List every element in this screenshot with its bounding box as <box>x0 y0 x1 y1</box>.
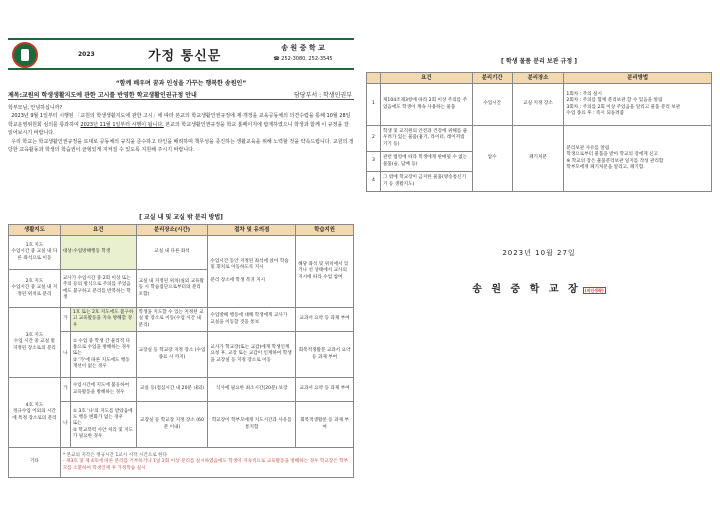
sub-tag: 나 <box>60 402 70 448</box>
table-row <box>9 378 354 402</box>
period: 수업시간 <box>472 84 512 126</box>
learning-support: 교과서 요약 등 과제 부여 <box>296 308 354 332</box>
learning-support: 해당 좌석 및 위치에서 있거나 선 상태에서 교사의 지시에 따라 수업 참여 <box>296 236 354 308</box>
note-line: * 본교의 지각은 정규시간 1교시 시작 시간으로 한다 <box>62 453 168 459</box>
principal-signature <box>366 280 712 295</box>
location: 교실 내 다른 좌석 <box>136 236 208 270</box>
procedure: 교사가 학교장(또는 교감)에게 학생인계 요청 후, 교장 또는 교감이 인계하여 학생을 교장실 등 지정 장소로 이동 <box>208 332 296 378</box>
body-text <box>8 104 354 154</box>
requirement: 교사가 수업시간 중 2회 이상 또는 주의 등의 방식으로 주의를 주었음에도 불구하고 분리를 반복하는 학생 <box>60 270 136 308</box>
seal-omitted: (직인생략) <box>584 288 604 293</box>
location: 교실 등(점심시간 내 20분 내외) <box>136 378 208 402</box>
row-number: 4 <box>367 172 381 192</box>
table-header: 분리기간 <box>472 73 512 84</box>
row-number: 2 <box>367 126 381 152</box>
school-slogan: “함께 배우며 꿈과 인성을 가꾸는 행복한 송원인” <box>115 80 247 87</box>
right-section-title: [ 학생 물품 분리 보관 규정 ] <box>501 58 577 65</box>
left-section-title: [ 교실 내 및 교실 밖 분리 방법] <box>139 214 223 221</box>
newsletter-left-half <box>8 38 354 504</box>
subject-label: 제목: <box>8 92 22 99</box>
newsletter-year: 2023 <box>78 51 95 58</box>
paragraph-2: 우리 학교는 학교생활인권규정을 토대로 공동체의 규칙을 준수하고 타인을 배려하며 책무성을 증진하는 생활교육을 위해 노력할 것을 약속드립니다. 교원의 정당한 교육활동과 학생의 학습권이 균형있게 지켜질 수 있도록 지원해 주시기 바랍니다. <box>8 138 354 154</box>
requirement: 대상:수업방해행동 학생 <box>60 236 136 270</box>
procedure: 학교장이 학부모에게 지도시간과 사유를 통지함 <box>208 402 296 448</box>
effective-date-text: 2023년 11월 1일부터 시행이 됩니다. <box>80 121 164 128</box>
school-emblem-icon <box>12 42 38 68</box>
notes <box>60 448 353 478</box>
principal-name: 송 원 중 학 교 장 <box>472 284 581 295</box>
learning-support: 회복적생활문 등 과제 부여 <box>296 402 354 448</box>
table-header: 요건 <box>60 225 136 236</box>
guidance-level: 3호 지도 수업 시간 중 교실 밖 지정된 장소로의 분리 <box>9 308 61 378</box>
table-header: 절차 및 유의점 <box>208 225 296 236</box>
table-row <box>9 448 354 478</box>
table-header: 생활지도 <box>9 225 61 236</box>
table-row <box>9 236 354 270</box>
procedure: 수업방해 행동에 대해 학생에게 교사가 교실을 이동할 것을 통보 <box>208 308 296 332</box>
learning-support: 회복적생활문 교과서 요약 등 과제 부여 <box>296 332 354 378</box>
table-row <box>9 402 354 448</box>
requirement: ① 3호 '나'의 지도를 받았음에도 행동 변화가 없는 경우 또는 ② 학교폭력 사안 처리 및 지도가 필요한 경우 <box>70 402 136 448</box>
procedure: 식사에 필요한 최소시간(20분) 보장 <box>208 378 296 402</box>
table-row <box>367 84 712 126</box>
table-header-row <box>9 225 354 236</box>
table-row <box>367 126 712 152</box>
learning-support: 교과서 요약 등 과제 부여 <box>296 378 354 402</box>
location: 교실 내 지정된 위치(실외 교육활동 시 학습집단으로부터의 분리 포함) <box>136 270 208 308</box>
requirement: 학생 및 교직원의 안전과 건강에 위해를 줄 우려가 있는 물품(흉기, 라이터, 레이저빔 기기 등) <box>380 126 472 152</box>
school-phone: ☎ 252-3080, 252-3545 <box>273 56 333 62</box>
table-header <box>367 73 381 84</box>
requirement: 수업시간에 지도에 불응하여 교육활동을 방해하는 경우 <box>70 378 136 402</box>
separation-method-table <box>8 224 354 478</box>
department: 담당부서 : 학생인권부 <box>293 92 352 99</box>
greeting: 학부모님, 안녕하십니까? <box>8 105 63 111</box>
issue-date: 2023년 10월 27일 <box>502 249 576 257</box>
sub-tag: 가 <box>60 378 70 402</box>
note-line: - 제3호 및 제 4호에 따른 분리를 거부하거나 1일 2회 이상 분리를 실시하였음에도 학생이 지속적으로 교육활동을 방해하는 경우 학교장은 학부모를 소환하여 학생인계 후 가정학습 실시 <box>62 459 349 471</box>
place: 교실 지정 장소 <box>512 84 564 126</box>
school-info <box>254 43 352 62</box>
newsletter-right-half <box>366 56 712 192</box>
guidance-level: 4호 지도 정규수업 이외의 시간에 특정 장소로의 분리 <box>9 378 61 448</box>
sub-tag: 가 <box>60 308 70 332</box>
requirement: 관련 법령에 따라 학생에게 판매될 수 없는 물품(술, 담배 등) <box>380 152 472 172</box>
period: 압수 <box>472 126 512 192</box>
row-number: 1 <box>367 84 381 126</box>
table-header-row <box>367 73 712 84</box>
table-header: 분리장소(시간) <box>136 225 208 236</box>
row-number: 3 <box>367 152 381 172</box>
table-header: 분리장소 <box>512 73 564 84</box>
requirement: 그 밖에 학교장이 금지한 물품(방송통신기기 등 생활지도) <box>380 172 472 192</box>
location: 교장실 등 학교장 지정 장소 (수업 종료 시 까지) <box>136 332 208 378</box>
guidance-level: 2호 지도 수업시간 중 교실 내 지정된 위치로 분리 <box>9 270 61 308</box>
item-storage-table <box>366 72 712 192</box>
subject-text: 교원의 학생생활지도에 관한 고시를 반영한 학교생활인권규정 안내 <box>22 92 197 99</box>
table-header: 학습지원 <box>296 225 354 236</box>
location: 학생을 지도할 수 있는 지정된 교실 밖 장소로 이동(수업 시간 내 분리) <box>136 308 208 332</box>
guidance-level: 1호 지도 수업시간 중 교실 내 다른 좌석으로 이동 <box>9 236 61 270</box>
newsletter-header <box>8 38 354 70</box>
requirement: 제104조제3항에 따라 2회 이상 주의를 주었음에도 학생이 계속 사용하는 물품 <box>380 84 472 126</box>
note-label: 기타 <box>9 448 61 478</box>
location: 교장실 등 학교장 지정 장소 (60분 이내) <box>136 402 208 448</box>
table-header: 분리방법 <box>564 73 712 84</box>
requirement: ① 수업 중 학생 간 물리적 다툼으로 수업을 방해하는 경우 또는 ② '가'에 따른 지도에도 행동 개선이 없는 경우 <box>70 332 136 378</box>
subject-line <box>8 90 354 100</box>
method: 분리보관 사유를 알림 학생으로부터 물품을 받아 학교의 장에게 신고 ※ 학교의 장은 물품분리보관 일지를 작성 관리함 학부모에게 폐기처분을 알리고, 폐기함. <box>564 126 712 192</box>
school-name: 송 원 중 학 교 <box>281 44 325 52</box>
sub-tag: 나 <box>60 332 70 378</box>
newsletter-title: 가정 통신문 <box>148 49 222 64</box>
requirement: 1호 또는 2호 지도에도 불구하고 교육활동을 지속 방해할 경우 <box>70 308 136 332</box>
table-row <box>9 332 354 378</box>
table-header: 요건 <box>380 73 472 84</box>
method: 1회차 : 주의 실시 2회차 : 주의를 함께 분리보관 할 수 있음을 알림 3회차 : 주의를 2회 이상 주었음을 알리고 물품 분리 보관 수업 종료 후 : 즉시 되돌려줌 <box>564 84 712 126</box>
paragraph-1: 2023년 9월 1일부터 시행된 「교원의 학생생활지도에 관한 고시」에 따라 본교의 학교생활인권규정에 제·개정을 교육공동체의 의견수렴을 통해 10월 28일 학교운영위원회 심의를 통과하여 2023년 11월 1일부터 시행이 됩니다. 본교의 학교생활인권규정을 학교 홈페이지에 탑재하였으니 학생과 함께 이 규정을 잘 읽어보시기 바랍니다. <box>8 113 351 137</box>
procedure: 수업시간 동안 지정된 좌석에 앉아 학습 및 휘치로 이동하도록 지시 분리 장소에 학생 복귀 지시 <box>208 236 296 308</box>
table-row <box>9 308 354 332</box>
place: 폐기처분 <box>512 126 564 192</box>
